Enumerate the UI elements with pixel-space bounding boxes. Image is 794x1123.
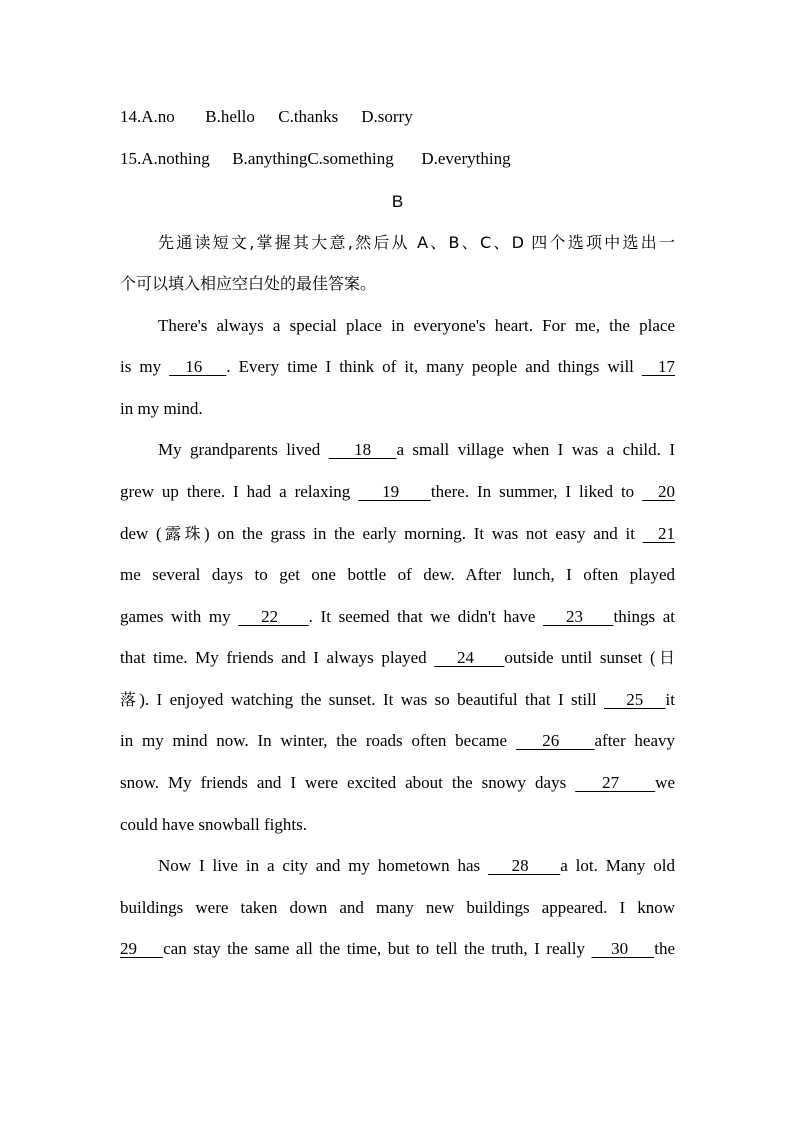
option-c: C.something	[307, 149, 394, 168]
option-a: A.no	[141, 107, 175, 126]
blank-20[interactable]: 20	[642, 482, 676, 501]
blank-24[interactable]: 24	[434, 648, 505, 667]
passage-line-14: Now I live in a city and my hometown has 28 a lot. Many old	[158, 856, 675, 875]
blank-26[interactable]: 26	[515, 731, 595, 750]
passage-line-4: My grandparents lived 18 a small village when I was a child. I	[158, 440, 676, 459]
instructions-line-1: 先通读短文,掌握其大意,然后从 A、B、C、D 四个选项中选出一	[158, 233, 675, 252]
blank-18[interactable]: 18	[328, 440, 397, 459]
question-14	[120, 107, 675, 127]
passage-line-10: 落). I enjoyed watching the sunset. It was so beautiful that I still 25 it	[120, 690, 675, 709]
option-d: D.everything	[421, 149, 511, 168]
instructions-line-2: 个可以填入相应空白处的最佳答案。	[120, 274, 377, 293]
passage-line-15: buildings were taken down and many new buildings appeared. I know	[120, 898, 675, 917]
passage-line-1: There's always a special place in everyone's heart. For me, the place	[158, 316, 675, 335]
option-b: B.anything	[232, 149, 308, 168]
passage-line-8: games with my 22 . It seemed that we didn't have 23 things at	[120, 607, 675, 626]
passage-line-6: dew (露珠) on the grass in the early morning. It was not easy and it 21	[120, 524, 676, 543]
blank-17[interactable]: 17	[641, 357, 676, 376]
passage-line-7: me several days to get one bottle of dew. After lunch, I often played	[120, 565, 675, 584]
blank-27[interactable]: 27	[575, 773, 656, 792]
option-c: C.thanks	[278, 107, 339, 126]
blank-21[interactable]: 21	[642, 524, 676, 543]
section-heading	[120, 192, 675, 212]
passage-line-3: in my mind.	[120, 399, 203, 418]
passage-line-13: could have snowball fights.	[120, 815, 307, 834]
blank-28[interactable]: 28	[488, 856, 561, 875]
passage-line-16: 29 can stay the same all the time, but to tell the truth, I really 30 the	[120, 939, 676, 958]
blank-19[interactable]: 19	[358, 482, 431, 501]
blank-25[interactable]: 25	[603, 690, 666, 709]
passage-line-5: grew up there. I had a relaxing 19 there. In summer, I liked to 20	[120, 482, 676, 501]
blank-23[interactable]: 23	[543, 607, 614, 626]
passage-line-11: in my mind now. In winter, the roads often became 26 after heavy	[120, 731, 676, 750]
blank-22[interactable]: 22	[238, 607, 309, 626]
option-d: D.sorry	[361, 107, 413, 126]
question-number: 14.	[120, 107, 142, 126]
question-number: 15.	[120, 149, 142, 168]
blank-29[interactable]: 29	[120, 939, 164, 958]
section-letter: B	[391, 192, 404, 211]
question-15	[120, 149, 675, 169]
blank-30[interactable]: 30	[591, 939, 655, 958]
blank-16[interactable]: 16	[169, 357, 227, 376]
passage-line-12: snow. My friends and I were excited about the snowy days 27 we	[120, 773, 675, 792]
passage-line-9: that time. My friends and I always played 24 outside until sunset (日	[120, 648, 675, 667]
option-a: A.nothing	[141, 149, 210, 168]
option-b: B.hello	[205, 107, 255, 126]
passage-line-2: is my 16 . Every time I think of it, many people and things will 17	[120, 357, 676, 376]
